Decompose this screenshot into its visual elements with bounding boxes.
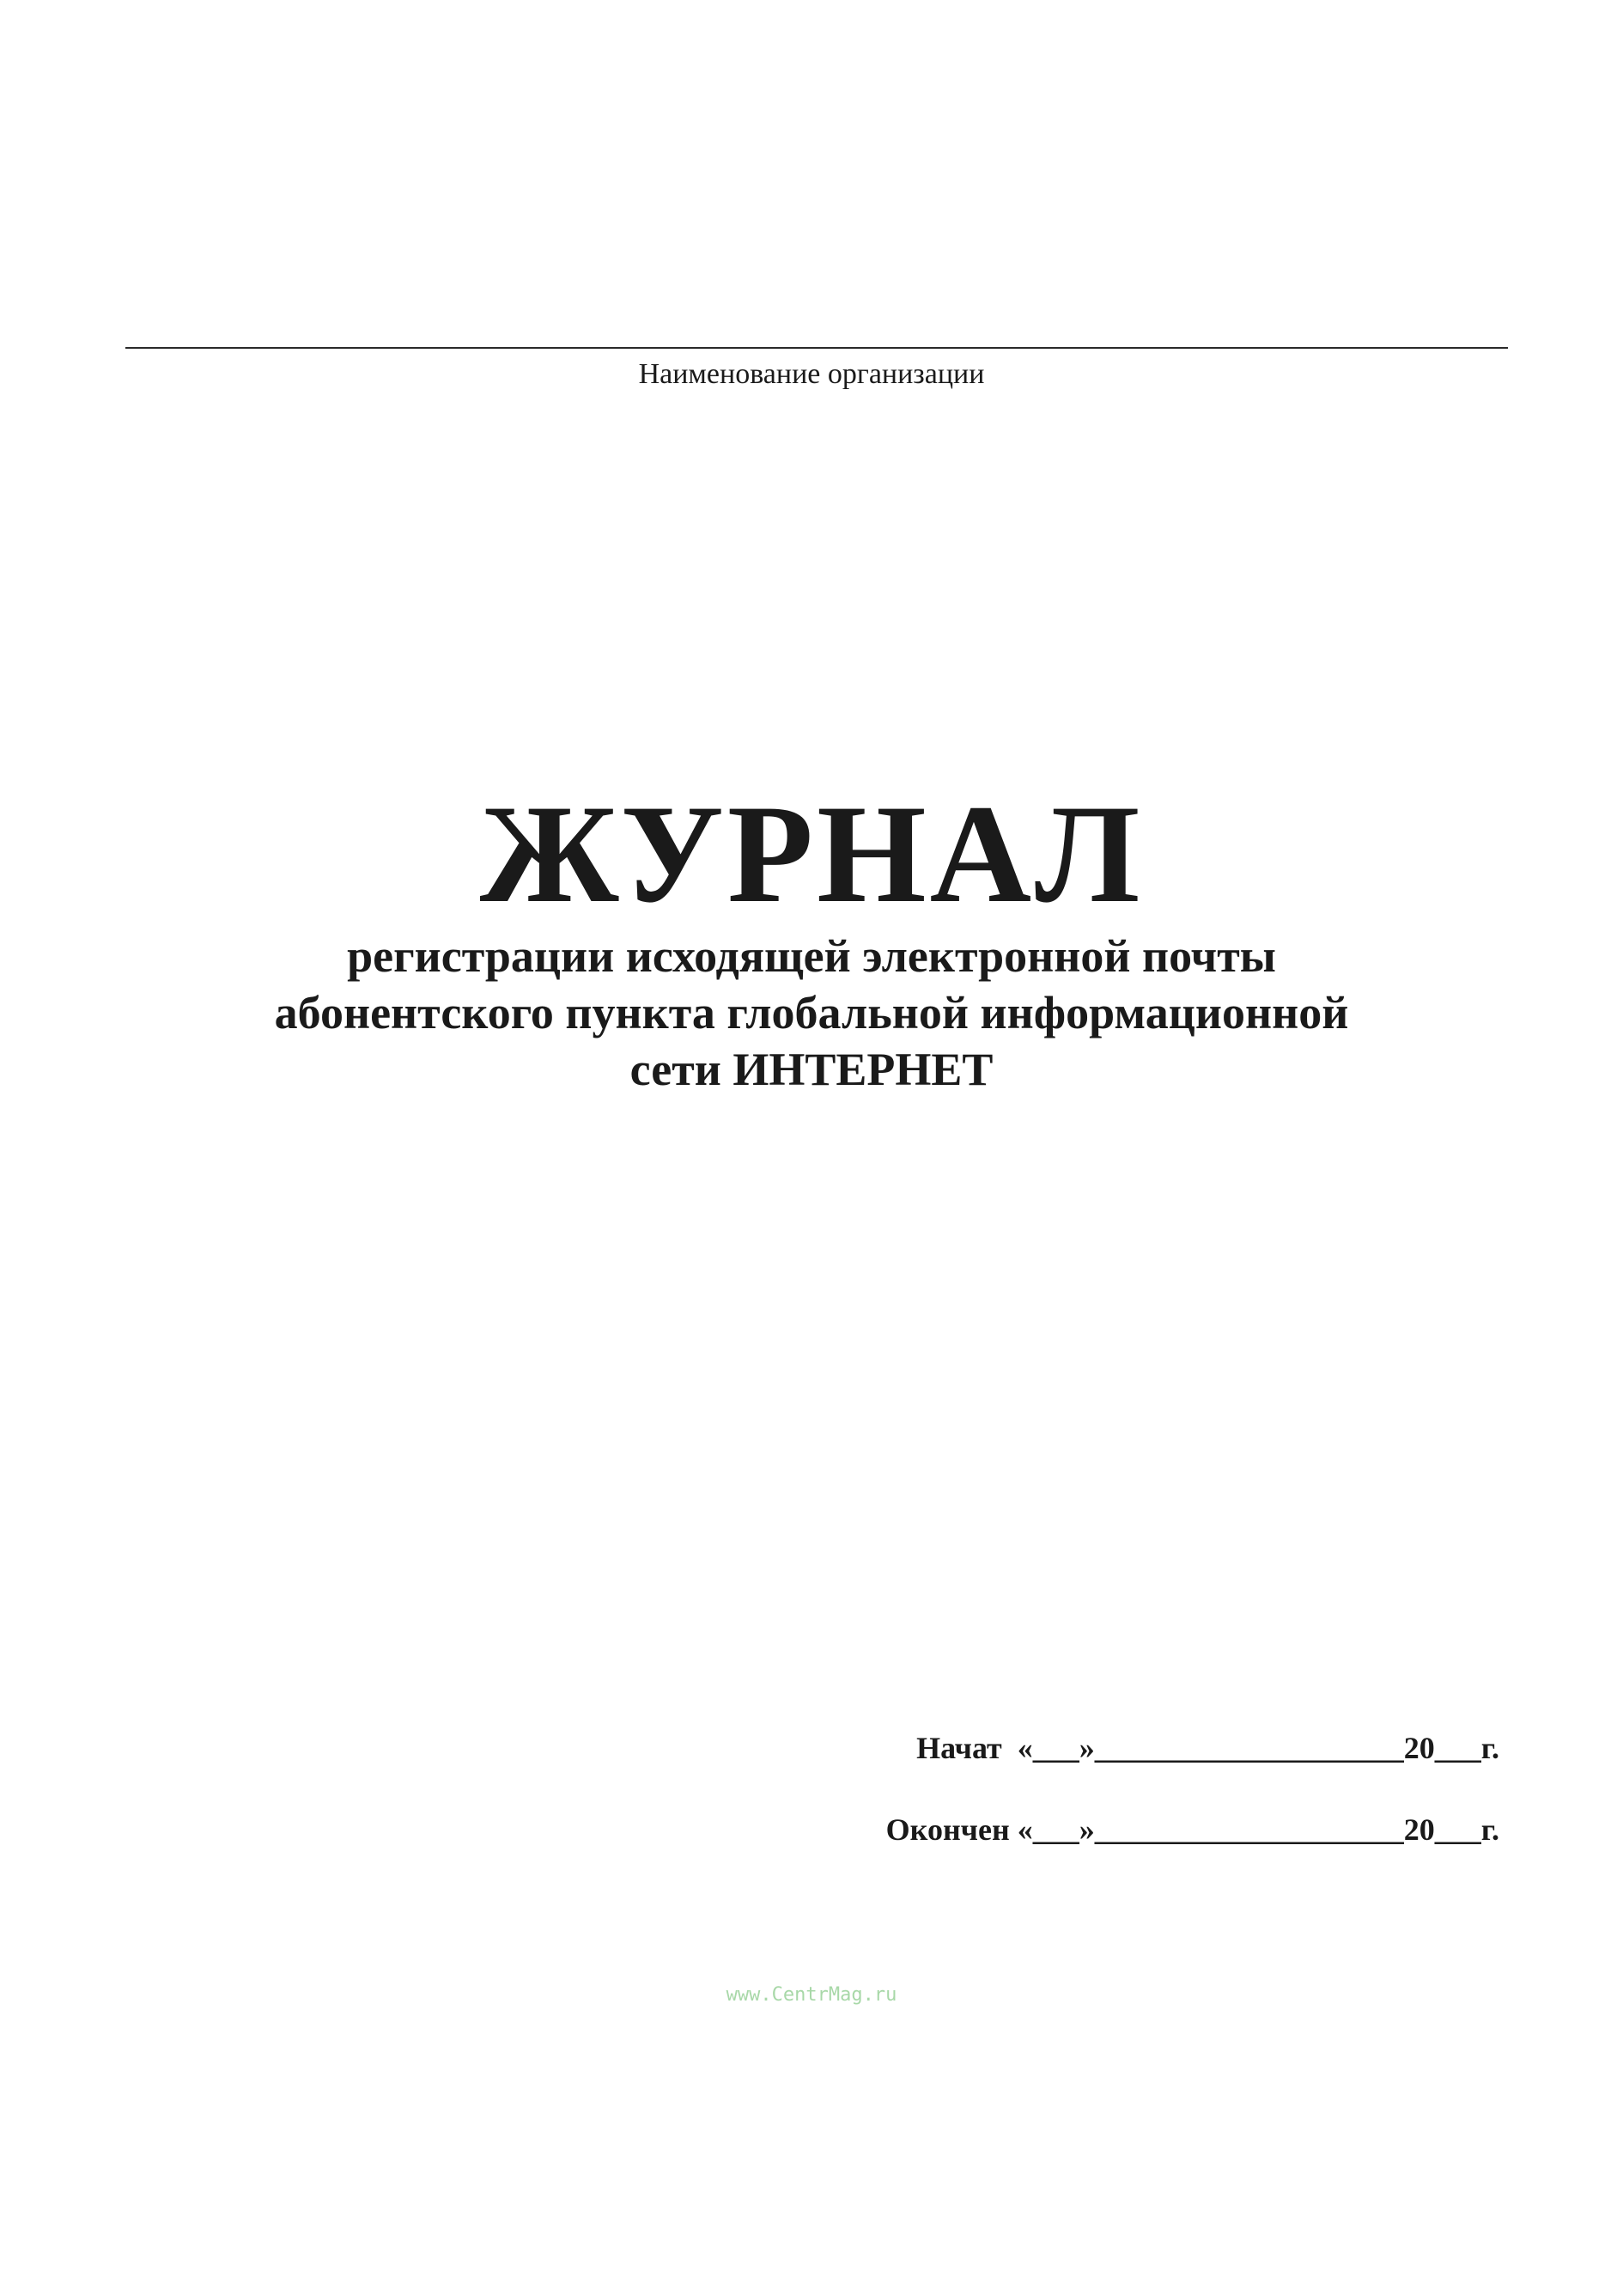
title-block (0, 776, 1623, 1098)
finished-date: Окончен «___»____________________20___г. (885, 1812, 1499, 1847)
dates-block (812, 1727, 1499, 1890)
organization-caption (0, 354, 1623, 395)
subtitle-line-3: сети ИНТЕРНЕТ (629, 1044, 994, 1095)
watermark: www.CentrMag.ru (726, 1984, 897, 2006)
organization-caption-text: Наименование организации (638, 358, 985, 390)
subtitle-line-2: абонентского пункта глобальной информационной (274, 987, 1349, 1038)
organization-name-line (125, 347, 1508, 349)
journal-title: ЖУРНАЛ (479, 776, 1144, 932)
started-date: Начат «___»____________________20___г. (916, 1731, 1499, 1765)
subtitle-line-1: регистрации исходящей электронной почты (347, 930, 1276, 982)
